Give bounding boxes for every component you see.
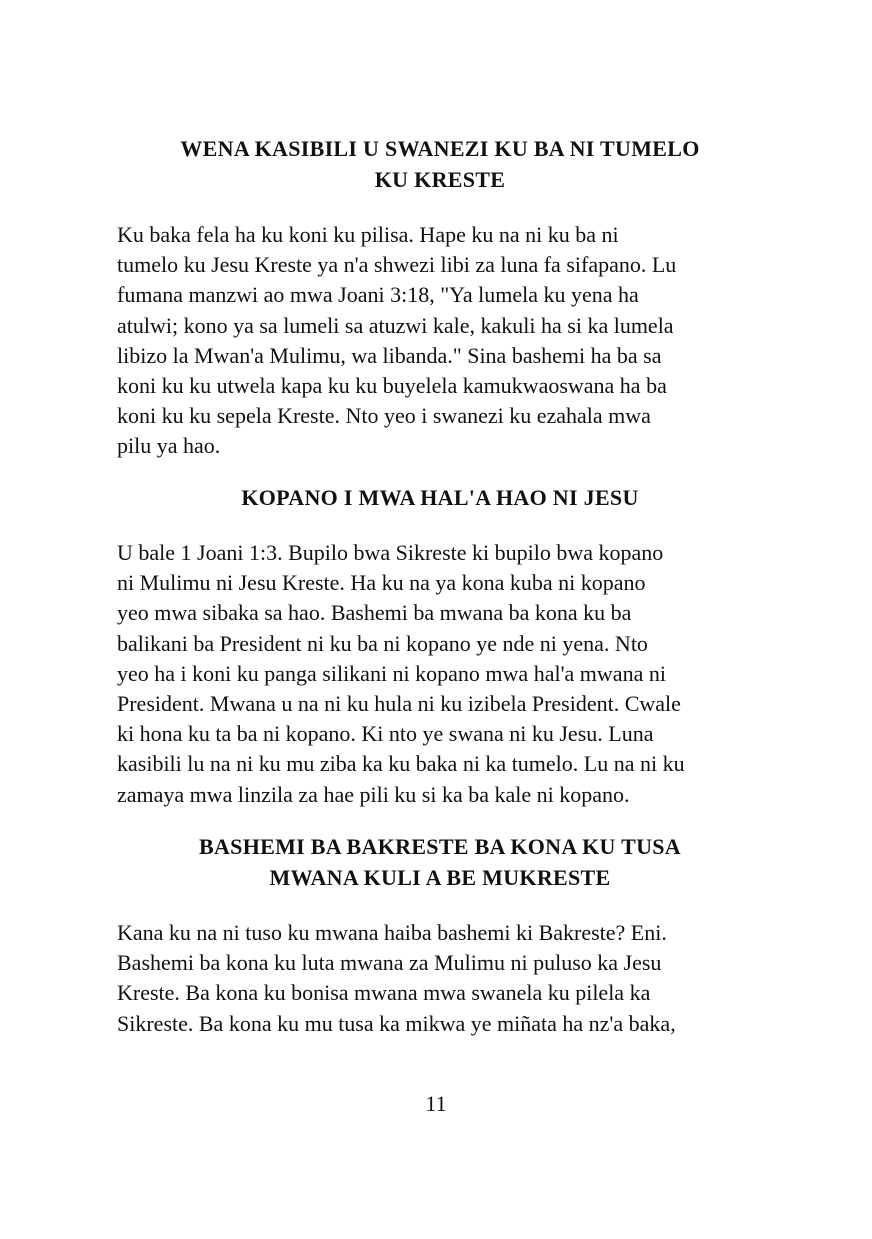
section-heading (100, 133, 780, 195)
paragraph-line: Sikreste. Ba kona ku mu tusa ka mikwa ye miñata ha nz'a baka, (117, 1010, 676, 1036)
paragraph-line: fumana manzwi ao mwa Joani 3:18, "Ya lumela ku yena ha (117, 282, 639, 308)
paragraph-line: Bashemi ba kona ku luta mwana za Mulimu ni puluso ka Jesu (117, 950, 662, 976)
paragraph-line: tumelo ku Jesu Kreste ya n'a shwezi libi za luna fa sifapano. Lu (117, 252, 677, 278)
page-number: 11 (425, 1091, 447, 1116)
paragraph-line: libizo la Mwan'a Mulimu, wa libanda." Sina bashemi ha ba sa (117, 342, 662, 368)
section-heading (100, 482, 780, 513)
paragraph-line: kasibili lu na ni ku mu ziba ka ku baka ni ka tumelo. Lu na ni ku (117, 751, 685, 777)
section-paragraph (117, 918, 767, 1039)
paragraph-line: balikani ba President ni ku ba ni kopano ye nde ni yena. Nto (117, 630, 648, 656)
paragraph-line: Kreste. Ba kona ku bonisa mwana mwa swanela ku pilela ka (117, 980, 651, 1006)
heading-line: WENA KASIBILI U SWANEZI KU BA NI TUMELO (180, 136, 700, 161)
paragraph-line: yeo mwa sibaka sa hao. Bashemi ba mwana ba kona ku ba (117, 600, 632, 626)
paragraph-line: zamaya mwa linzila za hae pili ku si ka ba kale ni kopano. (117, 781, 630, 807)
section-paragraph (117, 538, 767, 810)
paragraph-line: atulwi; kono ya sa lumeli sa atuzwi kale, kakuli ha si ka lumela (117, 312, 674, 338)
paragraph-line: pilu ya hao. (117, 433, 221, 459)
paragraph-line: Kana ku na ni tuso ku mwana haiba bashemi ki Bakreste? Eni. (117, 920, 667, 945)
paragraph-line: President. Mwana u na ni ku hula ni ku izibela President. Cwale (117, 691, 681, 717)
paragraph-line: Ku baka fela ha ku koni ku pilisa. Hape ku na ni ku ba ni (117, 222, 619, 247)
heading-line: KU KRESTE (374, 167, 506, 192)
paragraph-line: U bale 1 Joani 1:3. Bupilo bwa Sikreste ki bupilo bwa kopano (117, 540, 664, 565)
paragraph-line: koni ku ku utwela kapa ku ku buyelela kamukwaoswana ha ba (117, 373, 667, 399)
paragraph-line: koni ku ku sepela Kreste. Nto yeo i swanezi ku ezahala mwa (117, 403, 651, 429)
section-paragraph (117, 220, 767, 462)
heading-line: BASHEMI BA BAKRESTE BA KONA KU TUSA (199, 834, 681, 859)
paragraph-line: ki hona ku ta ba ni kopano. Ki nto ye swana ni ku Jesu. Luna (117, 721, 654, 747)
paragraph-line: ni Mulimu ni Jesu Kreste. Ha ku na ya kona kuba ni kopano (117, 570, 646, 596)
section-heading (100, 831, 780, 893)
paragraph-line: yeo ha i koni ku panga silikani ni kopano mwa hal'a mwana ni (117, 660, 666, 686)
heading-line: KOPANO I MWA HAL'A HAO NI JESU (241, 485, 639, 510)
heading-line: MWANA KULI A BE MUKRESTE (269, 865, 611, 890)
